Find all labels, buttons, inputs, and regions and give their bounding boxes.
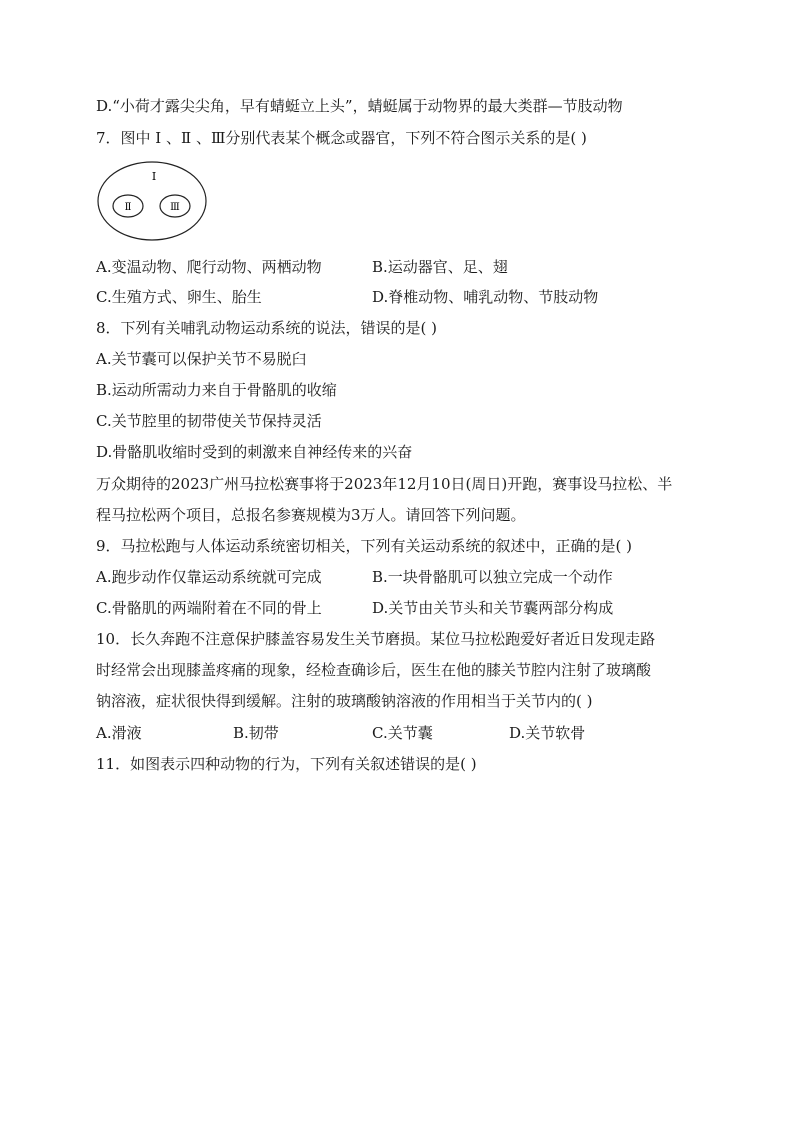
question-9: 9．马拉松跑与人体运动系统密切相关，下列有关运动系统的叙述中，正确的是( ) xyxy=(96,537,633,555)
label-outer: Ⅰ xyxy=(151,170,157,183)
q9-option-b: B.一块骨骼肌可以独立完成一个动作 xyxy=(372,568,613,586)
passage-line-1: 万众期待的2023广州马拉松赛事将于2023年12月10日(周日)开跑，赛事设马拉松、半 xyxy=(96,475,673,493)
q8-option-d: D.骨骼肌收缩时受到的刺激来自神经传来的兴奋 xyxy=(96,443,413,461)
q7-option-c: C.生殖方式、卵生、胎生 xyxy=(96,288,262,306)
q6-option-d: D.“小荷才露尖尖角，早有蜻蜓立上头”，蜻蜓属于动物界的最大类群—节肢动物 xyxy=(96,97,623,115)
q9-option-a: A.跑步动作仅靠运动系统就可完成 xyxy=(96,568,322,586)
q9-option-d: D.关节由关节头和关节囊两部分构成 xyxy=(372,599,614,617)
label-right: Ⅲ xyxy=(170,202,180,213)
q7-option-d: D.脊椎动物、哺乳动物、节肢动物 xyxy=(372,288,599,306)
passage-line-2: 程马拉松两个项目，总报名参赛规模为3万人。请回答下列问题。 xyxy=(96,506,526,524)
q9-option-c: C.骨骼肌的两端附着在不同的骨上 xyxy=(96,599,322,617)
q7-option-b: B.运动器官、足、翅 xyxy=(372,258,508,276)
question-8: 8．下列有关哺乳动物运动系统的说法，错误的是( ) xyxy=(96,319,438,337)
venn-diagram xyxy=(96,160,208,242)
q10-option-c: C.关节囊 xyxy=(372,724,433,742)
label-left: Ⅱ xyxy=(124,202,132,213)
question-7: 7．图中 Ⅰ 、Ⅱ 、Ⅲ分别代表某个概念或器官，下列不符合图示关系的是( ) xyxy=(96,129,587,147)
q10-option-a: A.滑液 xyxy=(96,724,142,742)
question-10-line-2: 时经常会出现膝盖疼痛的现象，经检查确诊后，医生在他的膝关节腔内注射了玻璃酸 xyxy=(96,661,652,679)
q8-option-a: A.关节囊可以保护关节不易脱臼 xyxy=(96,350,307,368)
q8-option-b: B.运动所需动力来自于骨骼肌的收缩 xyxy=(96,381,337,399)
question-10-line-1: 10．长久奔跑不注意保护膝盖容易发生关节磨损。某位马拉松跑爱好者近日发现走路 xyxy=(96,630,656,648)
question-10-line-3: 钠溶液，症状很快得到缓解。注射的玻璃酸钠溶液的作用相当于关节内的( ) xyxy=(96,692,593,710)
q7-option-a: A.变温动物、爬行动物、两栖动物 xyxy=(96,258,322,276)
question-11: 11．如图表示四种动物的行为，下列有关叙述错误的是( ) xyxy=(96,755,477,773)
q8-option-c: C.关节腔里的韧带使关节保持灵活 xyxy=(96,412,322,430)
q10-option-b: B.韧带 xyxy=(233,724,279,742)
q10-option-d: D.关节软骨 xyxy=(509,724,586,742)
